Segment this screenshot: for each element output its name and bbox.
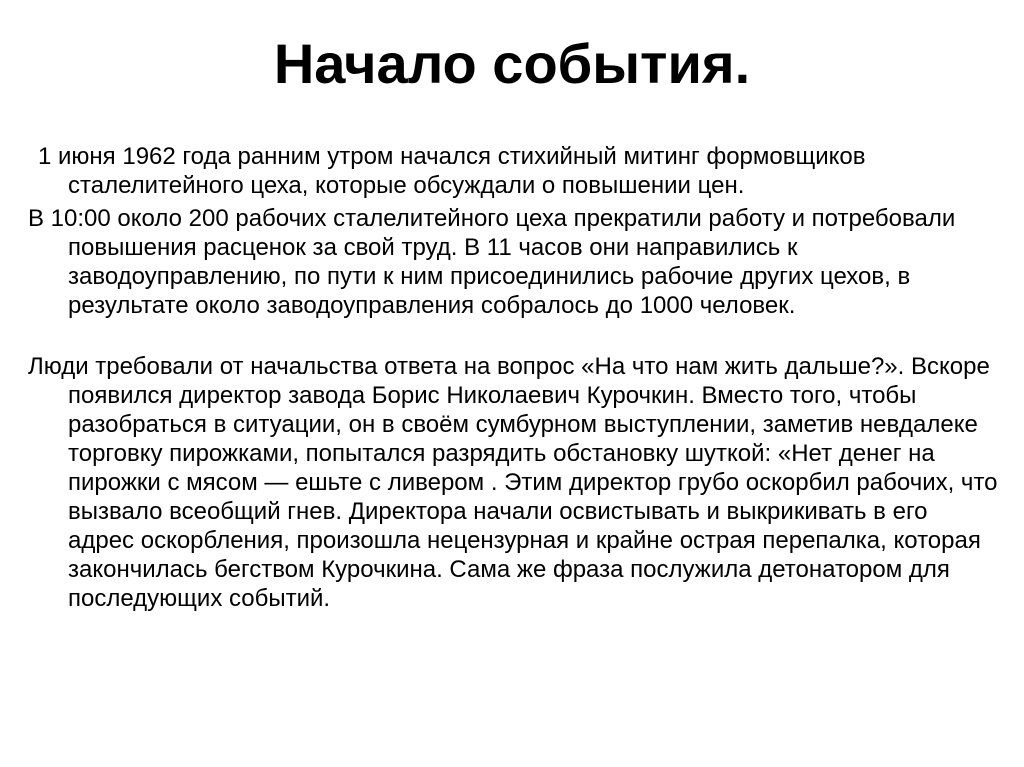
slide-body	[28, 142, 1000, 613]
slide-title: Начало события.	[273, 32, 751, 95]
paragraph-workers-strike: В 10:00 около 200 рабочих сталелитейного цеха прекратили работу и потребовали повышения расценок за свой труд. В 11 часов они направились к заводоуправлению, по пути к ним присоединились рабочие других цехов, в результате около заводоуправления собралось до 1000 человек.	[28, 205, 956, 319]
paragraph-director-speech: Люди требовали от начальства ответа на вопрос «На что нам жить дальше?». Вскоре появился директор завода Борис Николаевич Курочкин. Вместо того, чтобы разобраться в ситуации, он в своём сумбурном выступлении, заметив невдалеке торговку пирожками, попытался разрядить обстановку шуткой: «Нет денег на пирожки с мясом — ешьте с ливером . Этим директор грубо оскорбил рабочих, что вызвало всеобщий гнев. Директора начали освистывать и выкрикивать в его адрес оскорбления, произошла нецензурная и крайне острая перепалка, которая закончилась бегством Курочкина. Сама же фраза послужила детонатором для последующих событий.	[28, 353, 998, 612]
paragraph-start-of-meeting: 1 июня 1962 года ранним утром начался стихийный митинг формовщиков сталелитейного цеха, которые обсуждали о повышении цен.	[38, 143, 866, 199]
